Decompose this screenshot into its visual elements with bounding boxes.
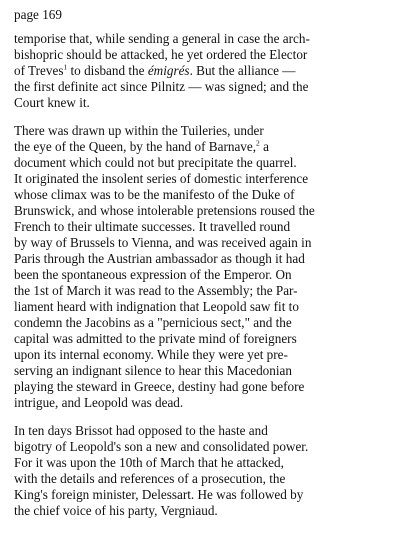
text-segment: intrigue, and Leopold was dead. [14, 395, 184, 410]
text-segment: capital was admitted to the private mind of foreigners [14, 331, 297, 346]
text-line [14, 503, 414, 519]
text-segment: playing the steward in Greece, destiny had gone before [14, 379, 305, 394]
text-segment: the chief voice of his party, Vergniaud. [14, 503, 218, 518]
document-page [14, 7, 414, 531]
text-line [14, 315, 414, 331]
text-line [14, 139, 414, 155]
text-line [14, 423, 414, 439]
text-segment: the first definite act since Pilnitz — was signed; and the [14, 79, 309, 94]
text-line [14, 267, 414, 283]
text-segment: bigotry of Leopold's son a new and consolidated power. [14, 439, 309, 454]
text-segment: whose climax was to be the manifesto of the Duke of [14, 187, 295, 202]
text-line [14, 331, 414, 347]
body-text [14, 31, 414, 519]
text-segment: Paris through the Austrian ambassador as though it had [14, 251, 305, 266]
text-segment: been the spontaneous expression of the Emperor. On [14, 267, 292, 282]
italic-text: émigrés [147, 63, 190, 78]
text-segment: French to their ultimate successes. It travelled round [14, 219, 291, 234]
footnote-marker: 2 [256, 138, 260, 148]
text-line [14, 203, 414, 219]
text-line [14, 155, 414, 171]
text-segment: King's foreign minister, Delessart. He was followed by [14, 487, 304, 502]
paragraph [14, 423, 414, 519]
text-segment: bishopric should be attacked, he yet ordered the Elector [14, 47, 308, 62]
text-segment: of Treves [14, 63, 64, 78]
text-line [14, 123, 414, 139]
text-segment: a [259, 139, 269, 154]
text-line [14, 171, 414, 187]
page-number: page 169 [14, 7, 62, 22]
text-segment: to disband the [67, 63, 148, 78]
text-segment: Court knew it. [14, 95, 90, 110]
paragraph [14, 123, 414, 411]
text-segment: It originated the insolent series of domestic interference [14, 171, 309, 186]
paragraph [14, 31, 414, 111]
text-line [14, 379, 414, 395]
text-segment: the eye of the Queen, by the hand of Barnave, [14, 139, 257, 154]
text-line [14, 347, 414, 363]
text-segment: For it was upon the 10th of March that he attacked, [14, 455, 284, 470]
text-line [14, 487, 414, 503]
text-line [14, 95, 414, 111]
text-segment: There was drawn up within the Tuileries, under [14, 123, 264, 138]
text-segment: document which could not but precipitate the quarrel. [14, 155, 297, 170]
text-segment: the 1st of March it was read to the Assembly; the Par- [14, 283, 298, 298]
text-segment: In ten days Brissot had opposed to the haste and [14, 423, 268, 438]
footnote-marker: 1 [63, 62, 68, 72]
text-line [14, 251, 414, 267]
text-line [14, 219, 414, 235]
text-line [14, 299, 414, 315]
text-segment: with the details and references of a prosecution, the [14, 471, 286, 486]
text-segment: Brunswick, and whose intolerable pretensions roused the [14, 203, 315, 218]
text-line [14, 79, 414, 95]
text-line [14, 363, 414, 379]
text-segment: by way of Brussels to Vienna, and was received again in [14, 235, 312, 250]
text-segment: serving an indignant silence to hear this Macedonian [14, 363, 292, 378]
text-line [14, 439, 414, 455]
text-segment: upon its internal economy. While they were yet pre- [14, 347, 288, 362]
text-line [14, 283, 414, 299]
text-segment: liament heard with indignation that Leopold saw fit to [14, 299, 299, 314]
text-line [14, 187, 414, 203]
text-line [14, 63, 414, 79]
text-line [14, 455, 414, 471]
text-segment: . But the alliance — [189, 63, 296, 78]
text-segment: condemn the Jacobins as a "pernicious sect," and the [14, 315, 292, 330]
text-segment: temporise that, while sending a general in case the arch- [14, 31, 310, 46]
text-line [14, 471, 414, 487]
text-line [14, 31, 414, 47]
text-line [14, 395, 414, 411]
text-line [14, 235, 414, 251]
text-line [14, 47, 414, 63]
